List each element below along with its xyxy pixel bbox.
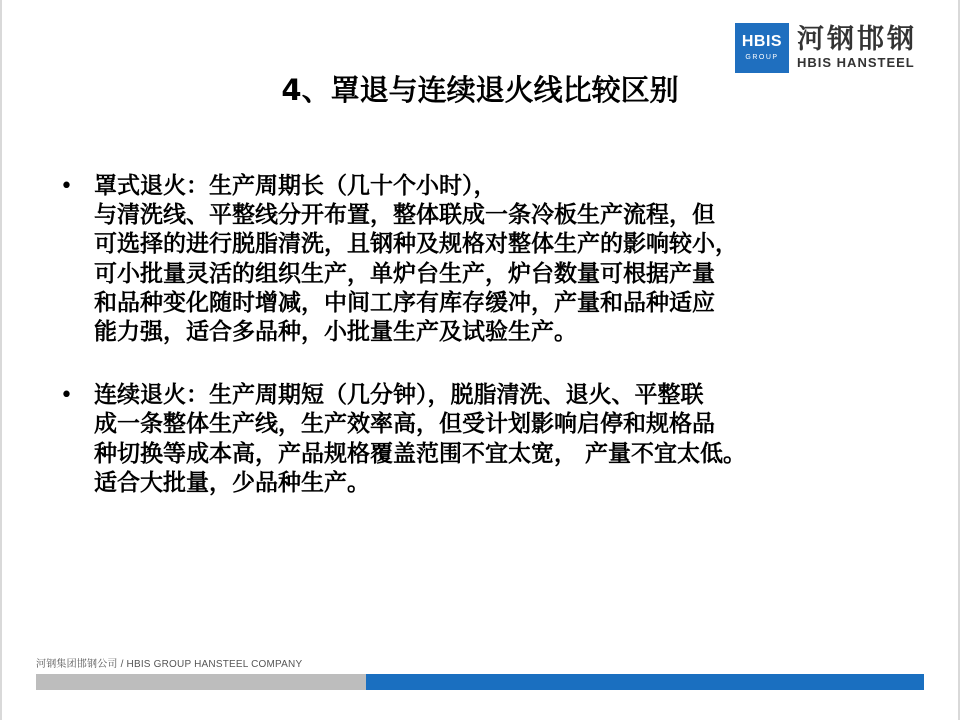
footer-bar-gray <box>36 674 366 690</box>
footer-bar-blue <box>366 674 924 690</box>
text-line: 可小批量灵活的组织生产，单炉台生产，炉台数量可根据产量 <box>94 260 715 287</box>
text-line: 能力强，适合多品种，小批量生产及试验生产。 <box>94 319 577 346</box>
bullet-text <box>94 172 922 347</box>
text-line: 适合大批量，少品种生产。 <box>94 469 370 496</box>
bullet-item-continuous-annealing <box>52 381 922 498</box>
text-line: 种切换等成本高，产品规格覆盖范围不宜太宽， 产量不宜太低。 <box>94 440 747 467</box>
logo-english-name: HBIS HANSTEEL <box>797 55 915 70</box>
hbis-badge <box>735 23 789 73</box>
footer-company-name: 河钢集团邯钢公司 / HBIS GROUP HANSTEEL COMPANY <box>36 659 303 670</box>
logo-chinese-name: 河钢邯钢 <box>797 24 917 55</box>
bullet-icon: • <box>60 383 73 409</box>
logo-badge-top: HBIS <box>741 33 783 50</box>
text-line: 成一条整体生产线，生产效率高，但受计划影响启停和规格品 <box>94 411 715 438</box>
bullet-text <box>94 381 922 498</box>
text-line: 和品种变化随时增减，中间工序有库存缓冲，产量和品种适应 <box>94 289 715 316</box>
company-logo <box>735 22 917 74</box>
text-line: 与清洗线、平整线分开布置，整体联成一条冷板生产流程，但 <box>94 202 715 229</box>
bullet-icon: • <box>60 174 73 199</box>
slide-content <box>52 172 922 532</box>
logo-badge-bottom: GROUP <box>745 54 779 61</box>
text-line: 罩式退火：生产周期长（几十个小时）， <box>94 173 497 199</box>
bullet-item-batch-annealing <box>52 172 922 347</box>
logo-text <box>797 25 917 71</box>
slide-title: 4、罩退与连续退火线比较区别 <box>281 73 679 107</box>
text-line: 可选择的进行脱脂清洗，且钢种及规格对整体生产的影响较小， <box>94 231 738 258</box>
text-line: 连续退火：生产周期短（几分钟），脱脂清洗、退火、平整联 <box>94 382 704 409</box>
